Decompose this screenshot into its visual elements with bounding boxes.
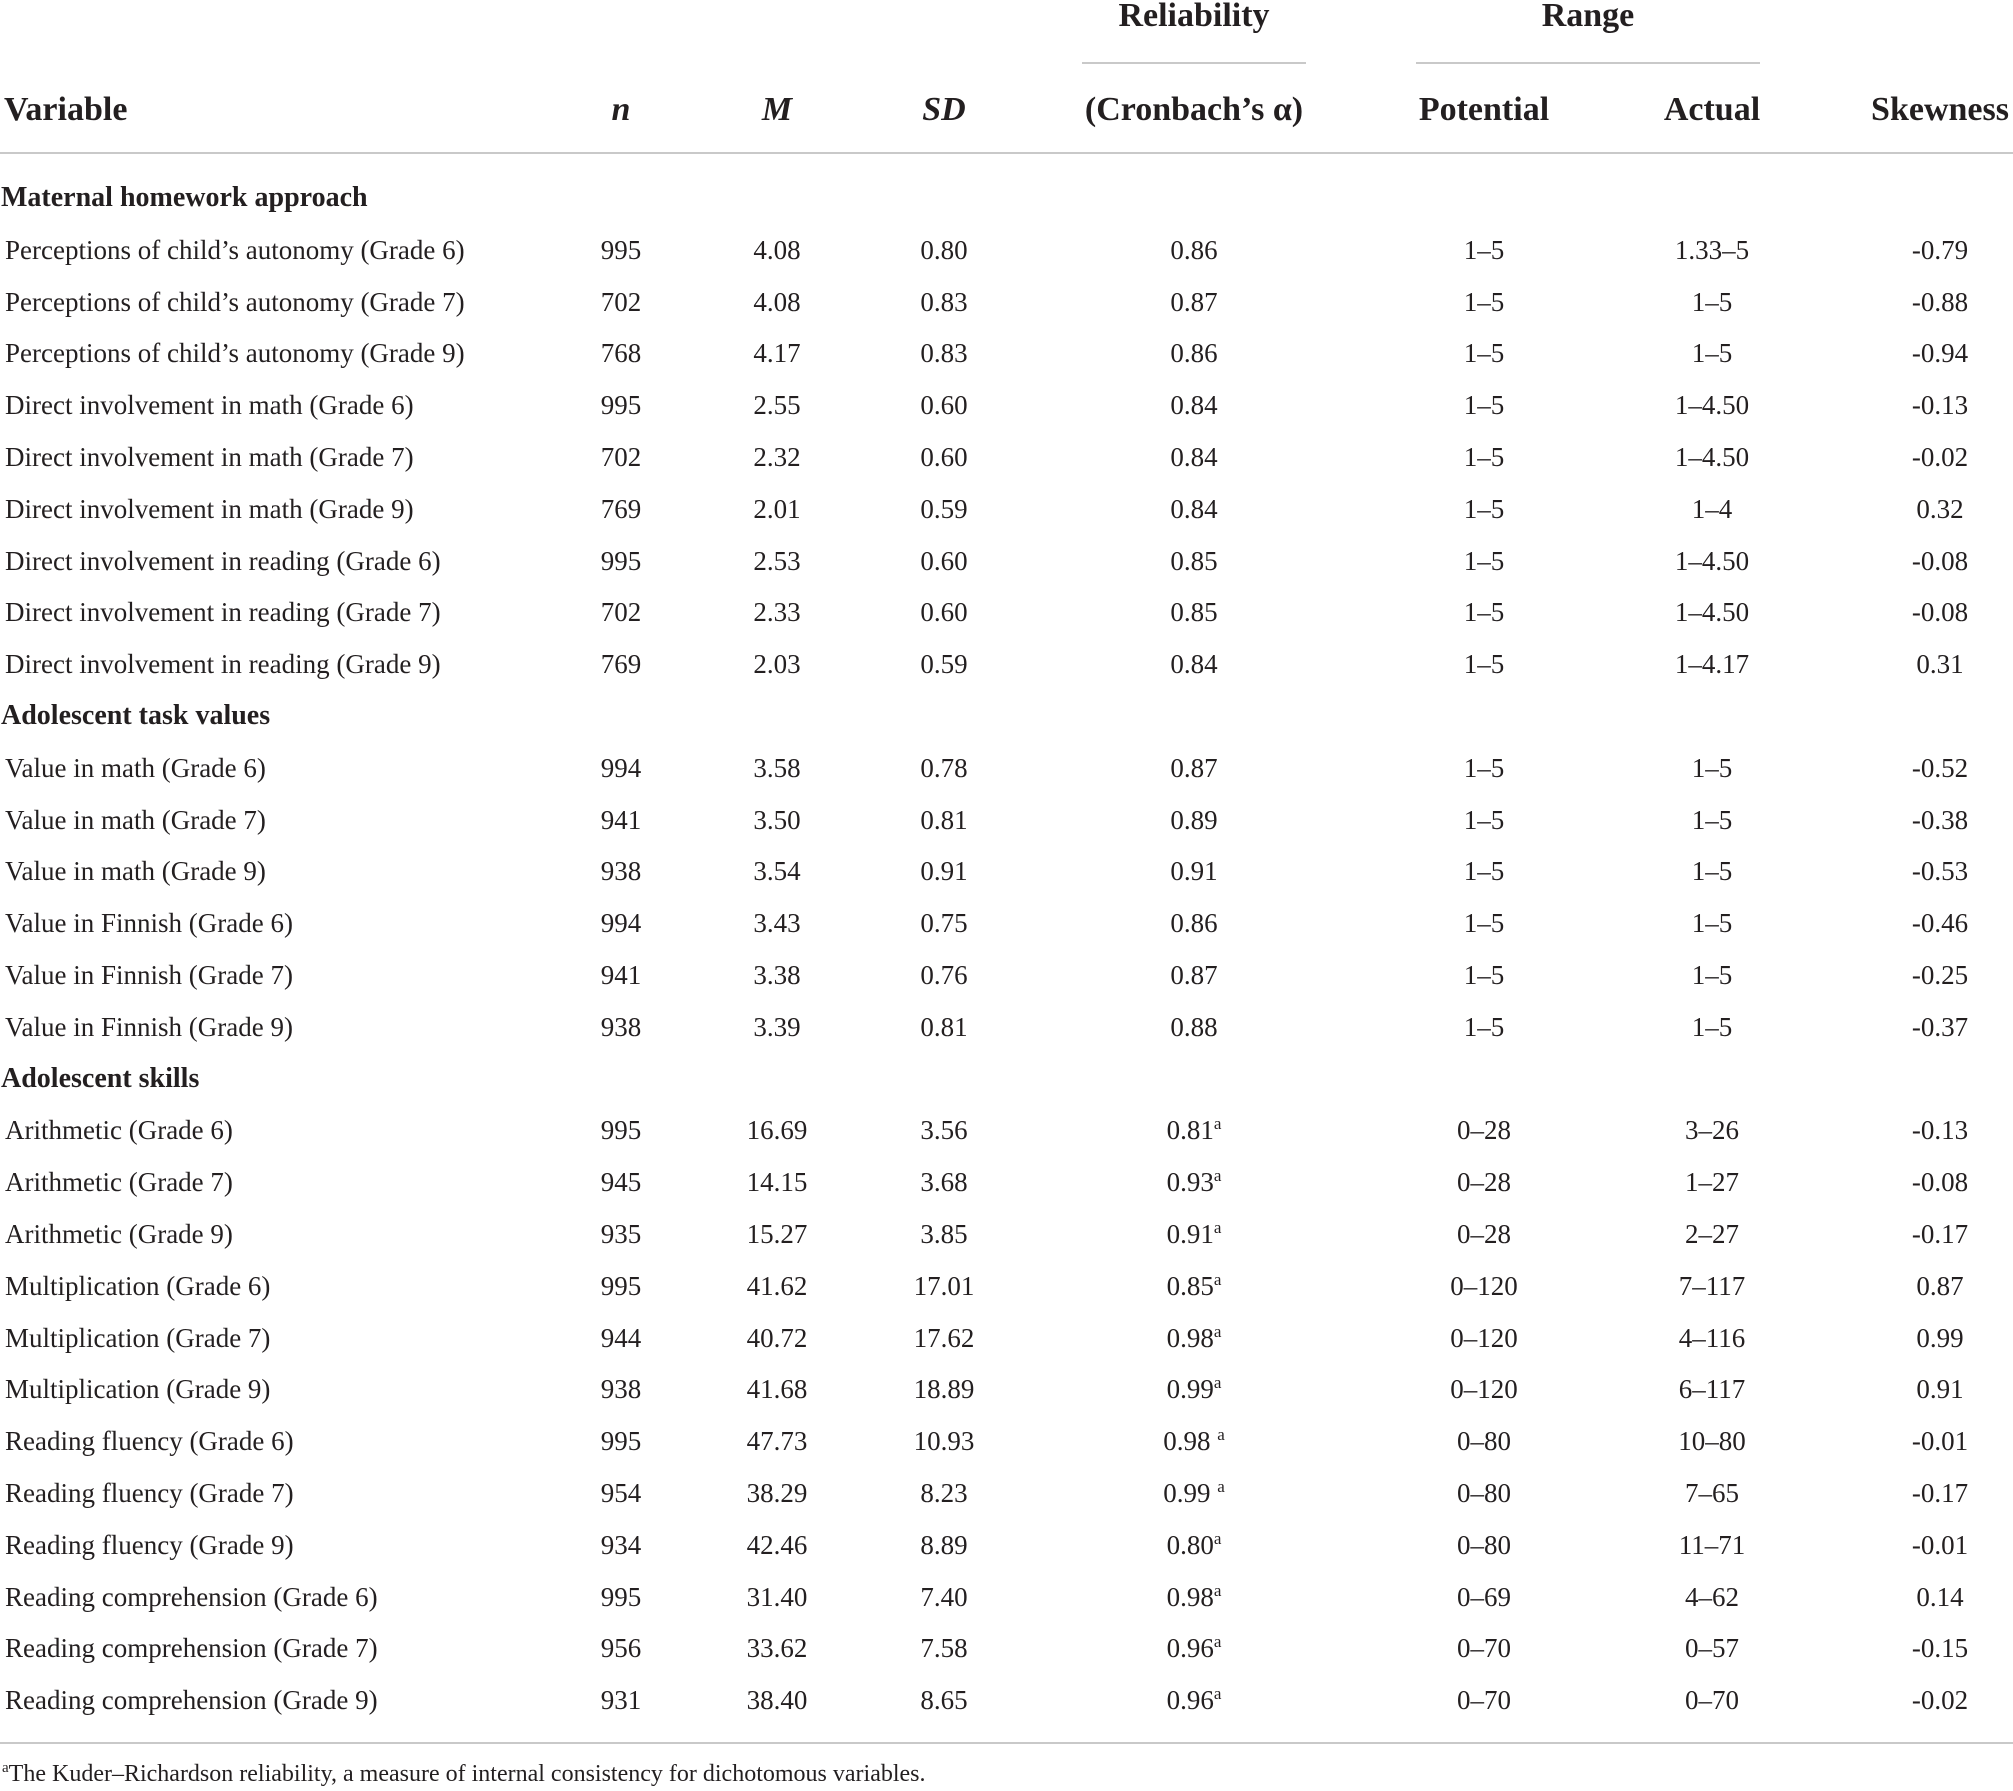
header-range: Range	[1541, 0, 1635, 34]
alpha-value: 0.84	[1170, 390, 1218, 420]
cell-n: 995	[600, 1271, 642, 1301]
header-potential: Potential	[1418, 91, 1550, 128]
cell-n: 994	[600, 908, 642, 938]
cell-mean: 31.40	[746, 1582, 808, 1612]
cell-mean: 40.72	[746, 1323, 808, 1353]
cell-variable: Value in math (Grade 9)	[5, 856, 266, 886]
cell-variable: Perceptions of child’s autonomy (Grade 6)	[5, 235, 465, 265]
cell-n: 994	[600, 753, 642, 783]
cell-potential-range: 1–5	[1463, 649, 1505, 679]
cell-actual-range: 10–80	[1678, 1426, 1746, 1456]
footnote-marker: a	[1213, 1581, 1222, 1600]
cell-actual-range: 1–5	[1691, 338, 1733, 368]
header-mean: M	[761, 91, 793, 128]
footnote-marker: a	[1213, 1166, 1222, 1185]
alpha-value: 0.88	[1170, 1012, 1218, 1042]
cell-sd: 0.76	[920, 960, 968, 990]
footnote-marker: a	[1213, 1632, 1222, 1651]
cell-n: 995	[600, 546, 642, 576]
cell-n: 941	[600, 805, 642, 835]
cell-alpha	[1170, 545, 1217, 577]
cell-variable: Direct involvement in reading (Grade 9)	[5, 649, 441, 679]
cell-sd: 8.89	[920, 1530, 968, 1560]
alpha-value: 0.86	[1170, 338, 1218, 368]
cell-sd: 0.60	[920, 442, 968, 472]
alpha-value: 0.99	[1166, 1374, 1214, 1404]
header-actual: Actual	[1663, 91, 1761, 128]
cell-n: 995	[600, 1115, 642, 1145]
alpha-value: 0.85	[1170, 546, 1218, 576]
footnote	[2, 1760, 926, 1788]
cell-variable: Reading fluency (Grade 9)	[5, 1530, 294, 1560]
cell-mean: 33.62	[746, 1633, 808, 1663]
cell-variable: Direct involvement in reading (Grade 6)	[5, 546, 441, 576]
alpha-value: 0.86	[1170, 908, 1218, 938]
cell-skewness: -0.13	[1911, 390, 1969, 420]
cell-mean: 47.73	[746, 1426, 808, 1456]
cell-potential-range: 0–70	[1457, 1633, 1511, 1663]
cell-n: 938	[600, 1012, 642, 1042]
alpha-value: 0.89	[1170, 805, 1218, 835]
cell-skewness: -0.02	[1911, 1685, 1969, 1715]
cell-skewness: 0.99	[1916, 1323, 1964, 1353]
footnote-marker: a	[1217, 1477, 1225, 1496]
cell-mean: 4.08	[753, 235, 801, 265]
cell-alpha	[1167, 1684, 1222, 1716]
cell-potential-range: 1–5	[1463, 287, 1505, 317]
footnote-marker: a	[1213, 1684, 1222, 1703]
cell-n: 954	[600, 1478, 642, 1508]
alpha-value: 0.99	[1163, 1478, 1218, 1508]
alpha-value: 0.98	[1163, 1426, 1218, 1456]
cell-actual-range: 1–4.50	[1674, 597, 1750, 627]
cell-alpha	[1167, 1218, 1222, 1250]
cell-alpha	[1170, 337, 1217, 369]
cell-sd: 0.60	[920, 546, 968, 576]
cell-actual-range: 1–4	[1691, 494, 1733, 524]
cell-potential-range: 0–80	[1457, 1478, 1511, 1508]
cell-n: 945	[600, 1167, 642, 1197]
cell-n: 769	[600, 649, 642, 679]
cell-potential-range: 1–5	[1463, 235, 1505, 265]
cell-potential-range: 1–5	[1463, 805, 1505, 835]
cell-actual-range: 1–5	[1691, 753, 1733, 783]
alpha-value: 0.93	[1166, 1167, 1214, 1197]
cell-n: 702	[600, 597, 642, 627]
cell-sd: 0.75	[920, 908, 968, 938]
alpha-value: 0.91	[1166, 1219, 1214, 1249]
alpha-value: 0.91	[1170, 856, 1218, 886]
cell-potential-range: 0–120	[1450, 1374, 1518, 1404]
cell-mean: 3.58	[753, 753, 801, 783]
cell-alpha	[1167, 1270, 1222, 1302]
reliability-rule	[1082, 62, 1306, 64]
cell-n: 995	[600, 1582, 642, 1612]
cell-skewness: -0.25	[1911, 960, 1969, 990]
cell-actual-range: 11–71	[1678, 1530, 1746, 1560]
alpha-value: 0.87	[1170, 287, 1218, 317]
cell-skewness: -0.46	[1911, 908, 1969, 938]
header-bottom-rule	[0, 152, 2013, 154]
cell-skewness: -0.02	[1911, 442, 1969, 472]
cell-variable: Value in Finnish (Grade 7)	[5, 960, 293, 990]
header-skewness: Skewness	[1871, 91, 2009, 128]
cell-alpha	[1163, 1425, 1225, 1457]
cell-n: 956	[600, 1633, 642, 1663]
cell-skewness: -0.37	[1911, 1012, 1969, 1042]
cell-potential-range: 1–5	[1463, 494, 1505, 524]
cell-n: 995	[600, 1426, 642, 1456]
cell-sd: 0.83	[920, 287, 968, 317]
cell-skewness: -0.08	[1911, 597, 1969, 627]
cell-skewness: -0.01	[1911, 1426, 1969, 1456]
cell-potential-range: 0–28	[1457, 1219, 1511, 1249]
cell-variable: Perceptions of child’s autonomy (Grade 7)	[5, 287, 465, 317]
cell-actual-range: 0–70	[1685, 1685, 1739, 1715]
cell-actual-range: 0–57	[1685, 1633, 1739, 1663]
cell-mean: 2.33	[753, 597, 801, 627]
cell-alpha	[1167, 1529, 1222, 1561]
cell-alpha	[1170, 441, 1217, 473]
cell-mean: 41.68	[746, 1374, 808, 1404]
cell-alpha	[1170, 959, 1217, 991]
cell-actual-range: 1–5	[1691, 805, 1733, 835]
alpha-value: 0.84	[1170, 442, 1218, 472]
cell-sd: 3.68	[920, 1167, 968, 1197]
cell-alpha	[1167, 1632, 1222, 1664]
cell-potential-range: 0–120	[1450, 1323, 1518, 1353]
cell-skewness: -0.52	[1911, 753, 1969, 783]
cell-n: 934	[600, 1530, 642, 1560]
cell-alpha	[1167, 1166, 1222, 1198]
cell-alpha	[1170, 596, 1217, 628]
header-n: n	[611, 91, 631, 128]
cell-skewness: -0.17	[1911, 1219, 1969, 1249]
cell-sd: 7.58	[920, 1633, 968, 1663]
cell-actual-range: 7–117	[1678, 1271, 1746, 1301]
cell-sd: 18.89	[913, 1374, 975, 1404]
cell-actual-range: 1–5	[1691, 908, 1733, 938]
cell-actual-range: 1–4.50	[1674, 390, 1750, 420]
cell-variable: Reading comprehension (Grade 7)	[5, 1633, 378, 1663]
cell-mean: 2.03	[753, 649, 801, 679]
alpha-value: 0.87	[1170, 960, 1218, 990]
footnote-marker: a	[1217, 1425, 1225, 1444]
cell-sd: 0.83	[920, 338, 968, 368]
cell-variable: Reading comprehension (Grade 6)	[5, 1582, 378, 1612]
cell-mean: 15.27	[746, 1219, 808, 1249]
cell-potential-range: 1–5	[1463, 856, 1505, 886]
cell-alpha	[1163, 1477, 1225, 1509]
cell-skewness: -0.38	[1911, 805, 1969, 835]
cell-skewness: 0.91	[1916, 1374, 1964, 1404]
header-cronbach: (Cronbach’s α)	[1084, 91, 1304, 128]
cell-mean: 38.40	[746, 1685, 808, 1715]
cell-variable: Multiplication (Grade 9)	[5, 1374, 271, 1404]
cell-sd: 0.59	[920, 494, 968, 524]
cell-sd: 0.59	[920, 649, 968, 679]
cell-skewness: -0.01	[1911, 1530, 1969, 1560]
header-variable: Variable	[4, 91, 128, 128]
cell-variable: Multiplication (Grade 7)	[5, 1323, 271, 1353]
footnote-marker: a	[1213, 1373, 1222, 1392]
cell-alpha	[1170, 907, 1217, 939]
cell-n: 995	[600, 390, 642, 420]
footnote-text: The Kuder–Richardson reliability, a measure of internal consistency for dichotomous variables.	[8, 1761, 926, 1787]
cell-actual-range: 1.33–5	[1674, 235, 1750, 265]
cell-skewness: -0.15	[1911, 1633, 1969, 1663]
cell-potential-range: 1–5	[1463, 442, 1505, 472]
cell-actual-range: 1–5	[1691, 1012, 1733, 1042]
footnote-marker: a	[1213, 1322, 1222, 1341]
cell-skewness: -0.08	[1911, 1167, 1969, 1197]
cell-sd: 8.23	[920, 1478, 968, 1508]
cell-skewness: -0.17	[1911, 1478, 1969, 1508]
cell-actual-range: 1–5	[1691, 856, 1733, 886]
cell-mean: 4.17	[753, 338, 801, 368]
cell-n: 938	[600, 856, 642, 886]
cell-sd: 3.56	[920, 1115, 968, 1145]
cell-skewness: 0.32	[1916, 494, 1964, 524]
cell-potential-range: 1–5	[1463, 960, 1505, 990]
cell-potential-range: 1–5	[1463, 546, 1505, 576]
cell-variable: Direct involvement in reading (Grade 7)	[5, 597, 441, 627]
cell-actual-range: 6–117	[1678, 1374, 1746, 1404]
cell-potential-range: 1–5	[1463, 597, 1505, 627]
cell-alpha	[1170, 752, 1217, 784]
cell-mean: 2.01	[753, 494, 801, 524]
cell-skewness: -0.08	[1911, 546, 1969, 576]
cell-mean: 14.15	[746, 1167, 808, 1197]
cell-alpha	[1170, 234, 1217, 266]
cell-skewness: 0.31	[1916, 649, 1964, 679]
alpha-value: 0.85	[1166, 1271, 1214, 1301]
header-sd: SD	[922, 91, 966, 128]
cell-variable: Direct involvement in math (Grade 6)	[5, 390, 414, 420]
cell-potential-range: 0–80	[1457, 1426, 1511, 1456]
alpha-value: 0.80	[1166, 1530, 1214, 1560]
cell-sd: 0.81	[920, 805, 968, 835]
header-reliability: Reliability	[1118, 0, 1270, 34]
cell-mean: 3.54	[753, 856, 801, 886]
cell-alpha	[1167, 1373, 1222, 1405]
footnote-marker: a	[2, 1760, 9, 1776]
cell-n: 702	[600, 287, 642, 317]
cell-alpha	[1170, 493, 1217, 525]
cell-n: 935	[600, 1219, 642, 1249]
cell-alpha	[1170, 1011, 1217, 1043]
cell-sd: 0.60	[920, 390, 968, 420]
cell-n: 938	[600, 1374, 642, 1404]
cell-mean: 4.08	[753, 287, 801, 317]
cell-actual-range: 4–62	[1685, 1582, 1739, 1612]
cell-variable: Value in Finnish (Grade 6)	[5, 908, 293, 938]
cell-mean: 2.55	[753, 390, 801, 420]
alpha-value: 0.84	[1170, 494, 1218, 524]
cell-potential-range: 0–28	[1457, 1167, 1511, 1197]
cell-mean: 3.39	[753, 1012, 801, 1042]
cell-variable: Multiplication (Grade 6)	[5, 1271, 271, 1301]
range-rule	[1416, 62, 1760, 64]
cell-skewness: -0.79	[1911, 235, 1969, 265]
cell-alpha	[1170, 286, 1217, 318]
cell-n: 995	[600, 235, 642, 265]
cell-actual-range: 4–116	[1678, 1323, 1746, 1353]
alpha-value: 0.81	[1166, 1115, 1214, 1145]
cell-variable: Arithmetic (Grade 6)	[5, 1115, 233, 1145]
cell-potential-range: 0–28	[1457, 1115, 1511, 1145]
cell-n: 941	[600, 960, 642, 990]
cell-sd: 10.93	[913, 1426, 975, 1456]
cell-potential-range: 0–69	[1457, 1582, 1511, 1612]
cell-potential-range: 1–5	[1463, 1012, 1505, 1042]
cell-potential-range: 0–70	[1457, 1685, 1511, 1715]
cell-actual-range: 1–5	[1691, 960, 1733, 990]
cell-mean: 3.43	[753, 908, 801, 938]
cell-mean: 2.32	[753, 442, 801, 472]
section-title: Adolescent task values	[1, 700, 271, 731]
cell-n: 944	[600, 1323, 642, 1353]
cell-skewness: -0.94	[1911, 338, 1969, 368]
cell-variable: Arithmetic (Grade 9)	[5, 1219, 233, 1249]
cell-mean: 16.69	[746, 1115, 808, 1145]
cell-mean: 3.50	[753, 805, 801, 835]
cell-potential-range: 1–5	[1463, 338, 1505, 368]
cell-sd: 0.81	[920, 1012, 968, 1042]
cell-actual-range: 2–27	[1685, 1219, 1739, 1249]
cell-variable: Reading fluency (Grade 6)	[5, 1426, 294, 1456]
cell-variable: Direct involvement in math (Grade 7)	[5, 442, 414, 472]
footnote-marker: a	[1213, 1529, 1222, 1548]
cell-variable: Value in math (Grade 6)	[5, 753, 266, 783]
cell-skewness: -0.13	[1911, 1115, 1969, 1145]
cell-alpha	[1170, 648, 1217, 680]
cell-mean: 41.62	[746, 1271, 808, 1301]
section-title: Adolescent skills	[1, 1063, 200, 1094]
alpha-value: 0.96	[1166, 1685, 1214, 1715]
cell-sd: 17.62	[913, 1323, 975, 1353]
cell-actual-range: 1–5	[1691, 287, 1733, 317]
cell-skewness: -0.88	[1911, 287, 1969, 317]
cell-sd: 0.91	[920, 856, 968, 886]
cell-alpha	[1167, 1322, 1222, 1354]
footnote-marker: a	[1213, 1114, 1222, 1133]
cell-skewness: 0.87	[1916, 1271, 1964, 1301]
cell-variable: Arithmetic (Grade 7)	[5, 1167, 233, 1197]
cell-skewness: -0.53	[1911, 856, 1969, 886]
cell-mean: 38.29	[746, 1478, 808, 1508]
cell-variable: Reading comprehension (Grade 9)	[5, 1685, 378, 1715]
cell-n: 931	[600, 1685, 642, 1715]
cell-actual-range: 1–4.17	[1674, 649, 1750, 679]
alpha-value: 0.86	[1170, 235, 1218, 265]
cell-mean: 3.38	[753, 960, 801, 990]
cell-actual-range: 3–26	[1685, 1115, 1739, 1145]
footnote-marker: a	[1213, 1270, 1222, 1289]
table-bottom-rule	[0, 1742, 2013, 1744]
cell-n: 702	[600, 442, 642, 472]
alpha-value: 0.85	[1170, 597, 1218, 627]
cell-sd: 3.85	[920, 1219, 968, 1249]
section-title: Maternal homework approach	[1, 182, 368, 213]
cell-sd: 17.01	[913, 1271, 975, 1301]
cell-actual-range: 7–65	[1685, 1478, 1739, 1508]
cell-variable: Reading fluency (Grade 7)	[5, 1478, 294, 1508]
cell-n: 768	[600, 338, 642, 368]
cell-potential-range: 0–120	[1450, 1271, 1518, 1301]
cell-variable: Value in Finnish (Grade 9)	[5, 1012, 293, 1042]
cell-potential-range: 0–80	[1457, 1530, 1511, 1560]
cell-mean: 2.53	[753, 546, 801, 576]
cell-variable: Direct involvement in math (Grade 9)	[5, 494, 414, 524]
cell-alpha	[1170, 804, 1217, 836]
cell-actual-range: 1–27	[1685, 1167, 1739, 1197]
cell-alpha	[1170, 389, 1217, 421]
cell-potential-range: 1–5	[1463, 390, 1505, 420]
alpha-value: 0.96	[1166, 1633, 1214, 1663]
cell-potential-range: 1–5	[1463, 908, 1505, 938]
alpha-value: 0.87	[1170, 753, 1218, 783]
cell-variable: Perceptions of child’s autonomy (Grade 9)	[5, 338, 465, 368]
cell-sd: 7.40	[920, 1582, 968, 1612]
cell-actual-range: 1–4.50	[1674, 546, 1750, 576]
cell-sd: 0.80	[920, 235, 968, 265]
cell-mean: 42.46	[746, 1530, 808, 1560]
footnote-marker: a	[1213, 1218, 1222, 1237]
cell-sd: 8.65	[920, 1685, 968, 1715]
cell-sd: 0.60	[920, 597, 968, 627]
cell-actual-range: 1–4.50	[1674, 442, 1750, 472]
cell-variable: Value in math (Grade 7)	[5, 805, 266, 835]
alpha-value: 0.98	[1166, 1582, 1214, 1612]
alpha-value: 0.84	[1170, 649, 1218, 679]
cell-alpha	[1167, 1114, 1222, 1146]
cell-sd: 0.78	[920, 753, 968, 783]
cell-n: 769	[600, 494, 642, 524]
cell-skewness: 0.14	[1916, 1582, 1964, 1612]
cell-alpha	[1167, 1581, 1222, 1613]
alpha-value: 0.98	[1166, 1323, 1214, 1353]
cell-potential-range: 1–5	[1463, 753, 1505, 783]
cell-alpha	[1170, 855, 1217, 887]
